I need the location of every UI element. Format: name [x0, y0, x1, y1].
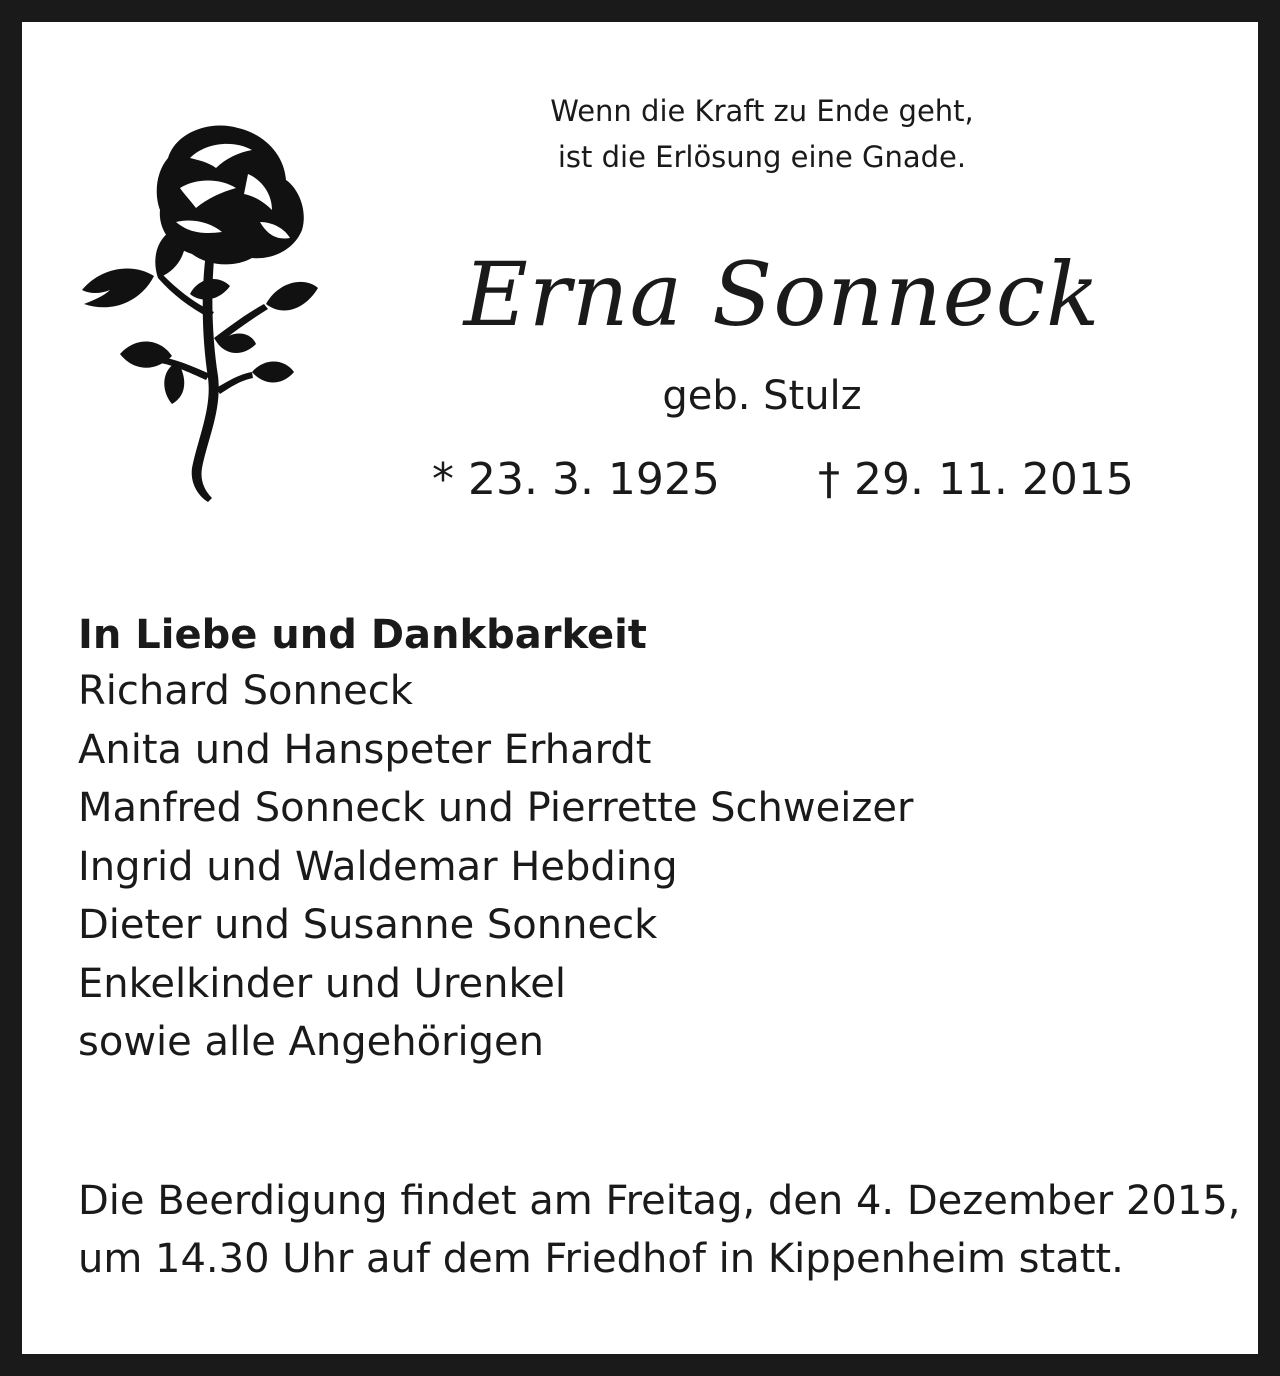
mourners-heading: In Liebe und Dankbarkeit — [78, 612, 647, 658]
motto — [502, 88, 1022, 180]
death-date: † 29. 11. 2015 — [818, 454, 1134, 505]
funeral-line: um 14.30 Uhr auf dem Friedhof in Kippenheim statt. — [78, 1236, 1124, 1282]
birth-date: * 23. 3. 1925 — [432, 454, 720, 505]
mourner-name: sowie alle Angehörigen — [78, 1019, 544, 1065]
funeral-info — [78, 1172, 1241, 1288]
motto-line: ist die Erlösung eine Gnade. — [557, 140, 967, 174]
mourner-name: Richard Sonneck — [78, 668, 413, 714]
obituary-notice — [22, 22, 1258, 1354]
funeral-line: Die Beerdigung findet am Freitag, den 4. Dezember 2015, — [78, 1178, 1241, 1224]
mourner-name: Dieter und Susanne Sonneck — [78, 902, 658, 948]
mourner-name: Enkelkinder und Urenkel — [78, 960, 566, 1007]
mourner-name: Anita und Hanspeter Erhardt — [78, 726, 652, 773]
mourner-name: Manfred Sonneck und Pierrette Schweizer — [78, 785, 914, 831]
mourner-name: Ingrid und Waldemar Hebding — [78, 843, 678, 890]
rose-icon — [80, 118, 320, 508]
mourner-list — [78, 662, 1178, 1072]
deceased-name: Erna Sonneck — [463, 243, 1101, 346]
motto-line: Wenn die Kraft zu Ende geht, — [550, 94, 974, 128]
mourners-section — [78, 608, 1178, 1072]
maiden-name: geb. Stulz — [662, 373, 862, 419]
